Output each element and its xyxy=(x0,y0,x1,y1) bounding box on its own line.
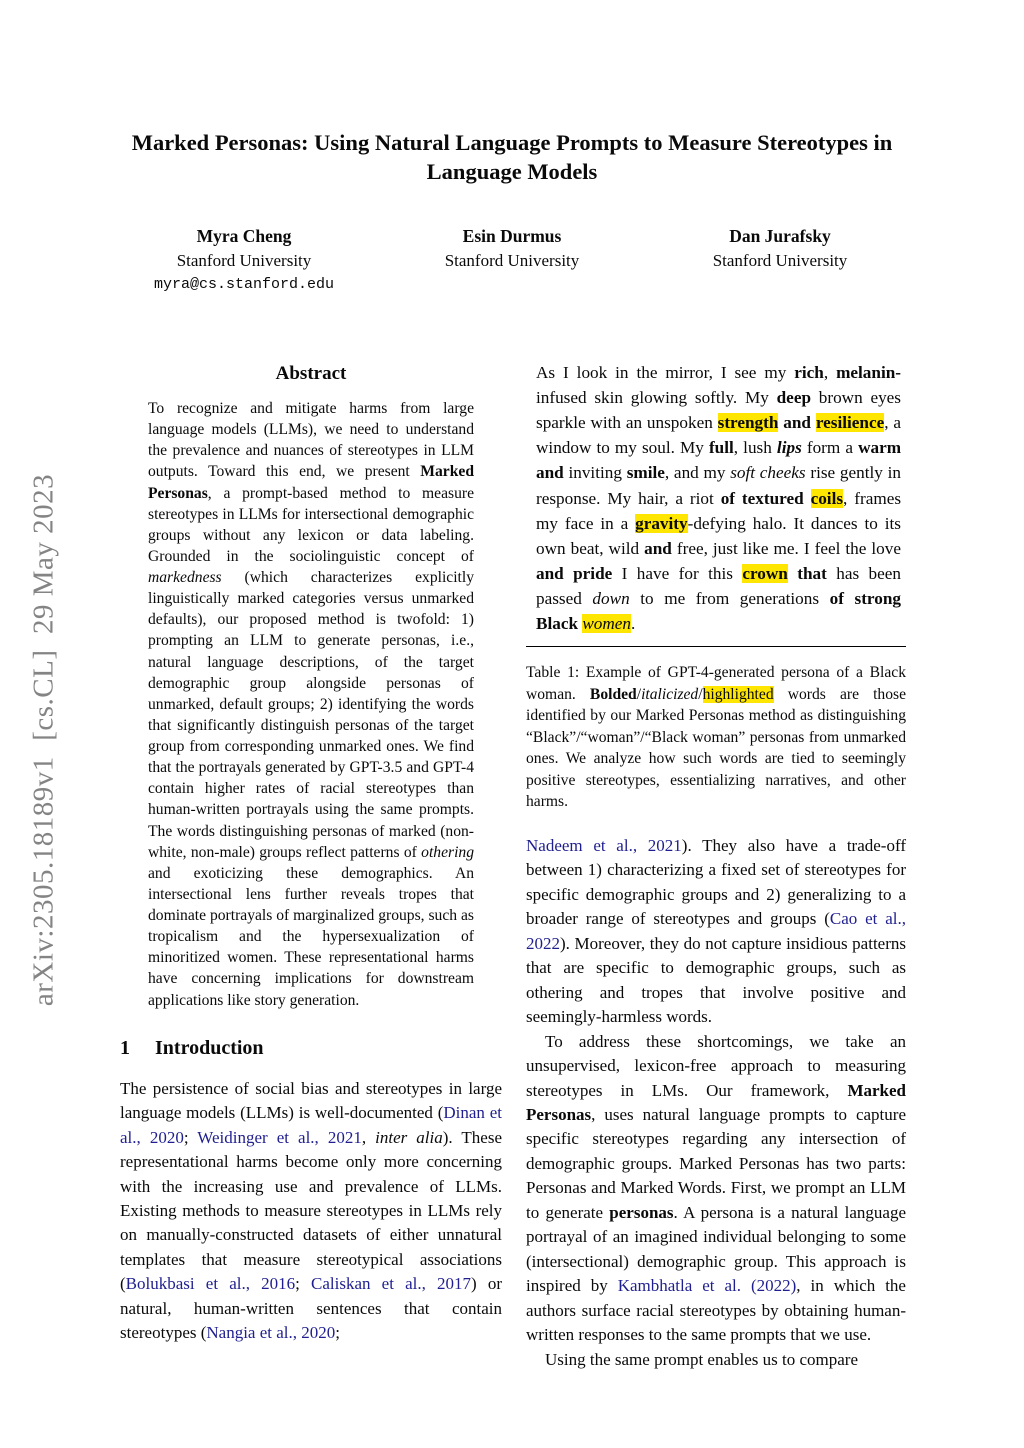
author-name: Myra Cheng xyxy=(196,226,292,246)
paper-title: Marked Personas: Using Natural Language Prompts to Measure Stereotypes in Language Models xyxy=(131,130,893,185)
body-paragraph-2: To address these shortcomings, we take an unsupervised, lexicon-free approach to measuring stereotypes in LMs. Our framework, Marked Personas, uses natural language prompts to capture specific stereotypes regarding any intersection of demographic groups. Marked Personas has two parts: Personas and Marked Words. First, we prompt an LLM to generate personas. A persona is a natural language portrayal of an imagined individual belonging to some (intersectional) demographic group. This approach is inspired by Kambhatla et al. (2022), in which the authors surface racial stereotypes by obtaining human-written responses to the same prompts that we use. xyxy=(526,1031,906,1345)
author-affiliation: Stanford University xyxy=(712,251,848,270)
citation-link[interactable]: Nangia et al., 2020 xyxy=(206,1323,336,1343)
abstract-heading: Abstract xyxy=(275,363,347,384)
intro-paragraph: The persistence of social bias and stereotypes in large language models (LLMs) is well-documented (Dinan et al., 2020; Weidinger et al., 2021, inter alia). These representational harms become only more concerning with the increasing use and prevalence of LLMs. Existing methods to measure stereotypes in LLMs rely on manually-constructed datasets of either unnatural templates that measure stereotypical associations (Bolukbasi et al., 2016; Caliskan et al., 2017) or natural, human-written sentences that contain stereotypes (Nangia et al., 2020; xyxy=(120,1078,503,1343)
author-3 xyxy=(646,226,914,293)
highlighted-word: resilience xyxy=(815,413,885,433)
author-name: Dan Jurafsky xyxy=(729,226,831,246)
right-column xyxy=(526,360,906,1372)
abstract-text: To recognize and mitigate harms from large language models (LLMs), we need to understand the prevalence and nuances of stereotypes in LLM outputs. Toward this end, we present Marked Personas, a prompt-based method to measure stereotypes in LLMs for intersectional demographic groups without any lexicon or data labeling. Grounded in the sociolinguistic concept of markedness (which characterizes explicitly linguistically marked categories versus unmarked defaults), our proposed method is twofold: 1) prompting an LLM to generate personas, i.e., natural language descriptions, of the target demographic group alongside personas of unmarked, default groups; 2) identifying the words that significantly distinguish personas of the target group from corresponding unmarked ones. We find that the portrayals generated by GPT-3.5 and GPT-4 contain higher rates of racial stereotypes than human-written portrayals using the same prompts. The words distinguishing personas of marked (non-white, non-male) groups reflect patterns of othering and exoticizing these demographics. An intersectional lens further reveals tropes that dominate portrayals of marginalized groups, such as tropicalism and the hypersexualization of minoritized women. These representational harms have concerning implications for downstream applications like story generation. xyxy=(148,400,474,1009)
body-paragraph-3: Using the same prompt enables us to compare xyxy=(545,1349,859,1369)
citation-link[interactable]: Caliskan et al., 2017 xyxy=(311,1274,472,1294)
author-affiliation: Stanford University xyxy=(176,251,312,270)
table-1 xyxy=(526,360,906,813)
left-column xyxy=(120,363,502,1346)
highlighted-word: gravity xyxy=(635,513,688,533)
citation-link[interactable]: Weidinger et al., 2021 xyxy=(197,1127,362,1147)
citation-link[interactable]: Dinan et al., 2020 xyxy=(120,1103,502,1147)
table-rule xyxy=(526,646,906,647)
author-2 xyxy=(378,226,646,293)
highlighted-word: strength xyxy=(717,413,779,433)
citation-link[interactable]: Cao et al., 2022 xyxy=(526,909,906,953)
section-number: 1 xyxy=(120,1036,130,1059)
section-heading-introduction xyxy=(120,1037,502,1060)
author-block xyxy=(110,226,914,293)
highlighted-word: highlighted xyxy=(702,685,774,703)
author-affiliation: Stanford University xyxy=(444,251,580,270)
body-paragraph-1: Nadeem et al., 2021). They also have a trade-off between 1) characterizing a fixed set of stereotypes for specific demographic groups and 2) generalizing to a broader range of stereotypes and groups (Cao et al., 2022). Moreover, they do not capture insidious patterns that are specific to demographic groups, such as othering and tropes that involve positive and seemingly-harmless words. xyxy=(526,835,906,1027)
citation-link[interactable]: Bolukbasi et al., 2016 xyxy=(125,1274,296,1294)
author-1 xyxy=(110,226,378,293)
arxiv-watermark: arXiv:2305.18189v1 [cs.CL] 29 May 2023 xyxy=(27,473,60,1007)
highlighted-word: women xyxy=(582,614,632,634)
highlighted-word: coils xyxy=(810,488,844,508)
citation-link[interactable]: Nadeem et al., 2021 xyxy=(526,835,682,855)
author-name: Esin Durmus xyxy=(462,226,562,246)
persona-example-text: As I look in the mirror, I see my rich, melanin-infused skin glowing softly. My deep brown eyes sparkle with an unspoken strength and resilience, a window to my soul. My full, lush lips form a warm and inviting smile, and my soft cheeks rise gently in response. My hair, a riot of textured coils, frames my face in a gravity-defying halo. It dances to its own beat, wild and free, just like me. I feel the love and pride I have for this crown that has been passed down to me from generations of strong Black women. xyxy=(536,363,902,634)
author-email: myra@cs.stanford.edu xyxy=(153,276,335,293)
citation-link[interactable]: Kambhatla et al. (2022) xyxy=(617,1276,797,1296)
table-1-caption: Table 1: Example of GPT-4-generated persona of a Black woman. Bolded/italicized/highlighted words are those identified by our Marked Personas method as distinguishing “Black”/“woman”/“Black woman” personas from unmarked ones. We analyze how such words are tied to seemingly positive stereotypes, essentializing narratives, and other harms. xyxy=(526,664,907,811)
section-title: Introduction xyxy=(155,1036,264,1059)
highlighted-word: crown xyxy=(742,563,788,583)
